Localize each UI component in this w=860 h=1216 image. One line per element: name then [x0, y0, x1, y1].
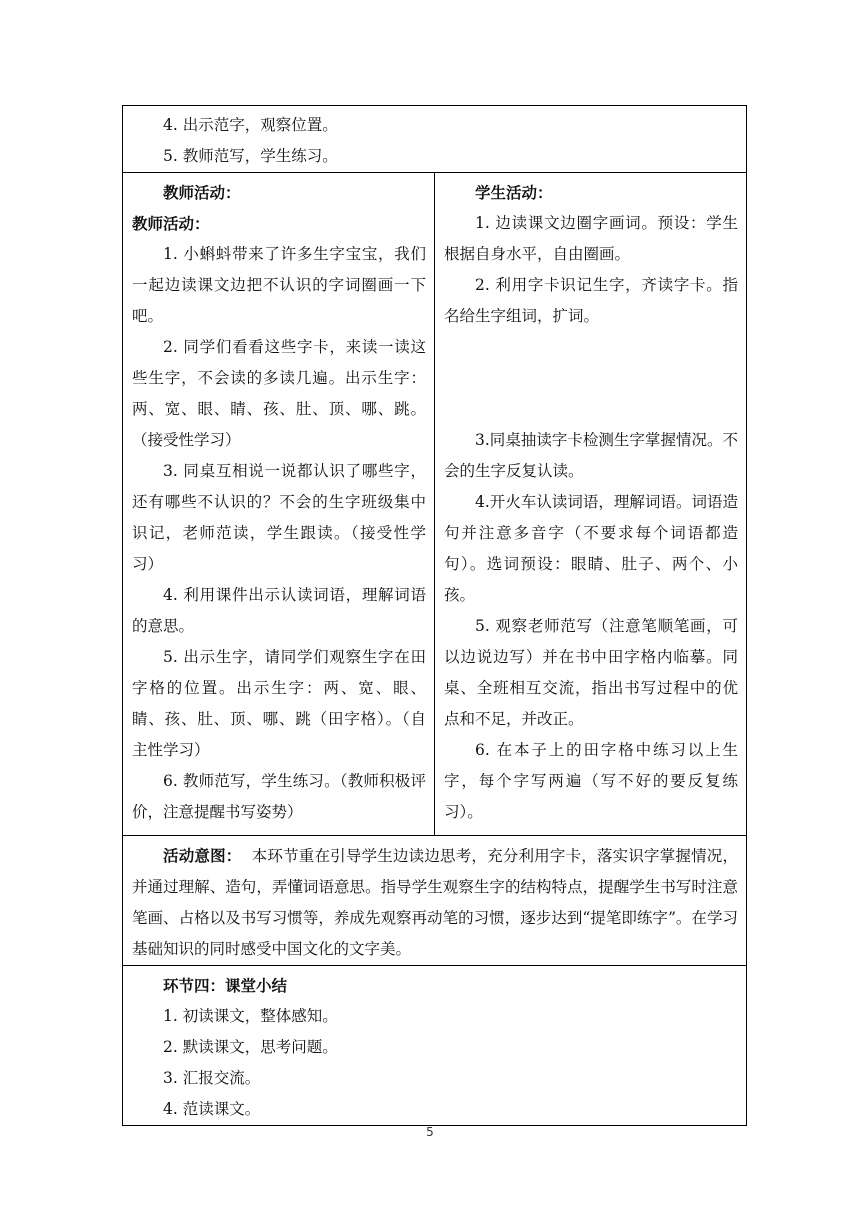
- teacher-step: 1. 小蝌蚪带来了许多生字宝宝，我们一起边读课文边把不认识的字词圈画一下吧。: [132, 245, 426, 325]
- student-step: 3.同桌抽读字卡检测生字掌握情况。不会的生字反复认读。: [444, 431, 738, 480]
- lesson-plan-table: [122, 105, 747, 1126]
- activity-intent-label: 活动意图：: [163, 846, 242, 865]
- activity-intent-text: 本环节重在引导学生边读边思考，充分利用字卡，落实识字掌握情况，并通过理解、造句，弄懂词语意思。指导学生观察生字的结构特点，提醒学生书写时注意笔画、占格以及书写习惯等，养成先观察再动笔的习惯，逐步达到“提笔即练字”。在学习基础知识的同时感受中国文化的文字美。: [132, 847, 738, 958]
- student-step: 4.开火车认读词语，理解词语。词语造句并注意多音字（不要求每个词语都造句）。选词预设：眼睛、肚子、两个、小孩。: [444, 493, 738, 604]
- student-activity-cell: [435, 173, 747, 836]
- list-item: 5. 教师范写，学生练习。: [163, 147, 338, 165]
- table-row: [123, 173, 747, 836]
- steps-cell: [123, 106, 747, 173]
- list-item: 2. 默读课文，思考问题。: [163, 1038, 338, 1056]
- student-step: 2. 利用字卡识记生字，齐读字卡。指名给生字组词，扩词。: [444, 276, 738, 325]
- summary-cell: [123, 966, 747, 1126]
- teacher-step: 2. 同学们看看这些字卡，来读一读这些生字，不会读的多读几遍。出示生字：两、宽、眼、睛、孩、肚、顶、哪、跳。（接受性学习）: [132, 338, 426, 449]
- activity-intent-cell: [123, 836, 747, 966]
- section-title: 环节四：课堂小结: [163, 976, 288, 995]
- teacher-step: 4. 利用课件出示认读词语，理解词语的意思。: [132, 586, 426, 635]
- student-step: 5. 观察老师范写（注意笔顺笔画，可以边说边写）并在书中田字格内临摹。同桌、全班相互交流，指出书写过程中的优点和不足，并改正。: [444, 617, 738, 728]
- teacher-activity-subheader: 教师活动：: [132, 214, 210, 233]
- list-item: 4. 范读课文。: [163, 1100, 261, 1118]
- student-step: 6. 在本子上的田字格中练习以上生字，每个字写两遍（写不好的要反复练习）。: [444, 741, 738, 821]
- list-item: 4. 出示范字，观察位置。: [163, 116, 338, 134]
- table-row: [123, 836, 747, 966]
- teacher-step: 5. 出示生字，请同学们观察生字在田字格的位置。出示生字：两、宽、眼、睛、孩、肚、顶、哪、跳（田字格）。（自主性学习）: [132, 648, 426, 759]
- student-step: 1. 边读课文边圈字画词。预设：学生根据自身水平，自由圈画。: [444, 214, 738, 263]
- student-activity-header: 学生活动：: [475, 183, 553, 202]
- teacher-activity-cell: [123, 173, 435, 836]
- teacher-activity-header: 教师活动：: [163, 183, 241, 202]
- teacher-step: 3. 同桌互相说一说都认识了哪些字，还有哪些不认识的？不会的生字班级集中识记，老师范读，学生跟读。（接受性学习）: [132, 462, 426, 573]
- list-item: 1. 初读课文，整体感知。: [163, 1007, 338, 1025]
- page-number: 5: [426, 1125, 434, 1139]
- table-row: [123, 106, 747, 173]
- blank-space: [444, 332, 738, 425]
- table-row: [123, 966, 747, 1126]
- list-item: 3. 汇报交流。: [163, 1069, 261, 1087]
- teacher-step: 6. 教师范写，学生练习。（教师积极评价，注意提醒书写姿势）: [132, 772, 426, 821]
